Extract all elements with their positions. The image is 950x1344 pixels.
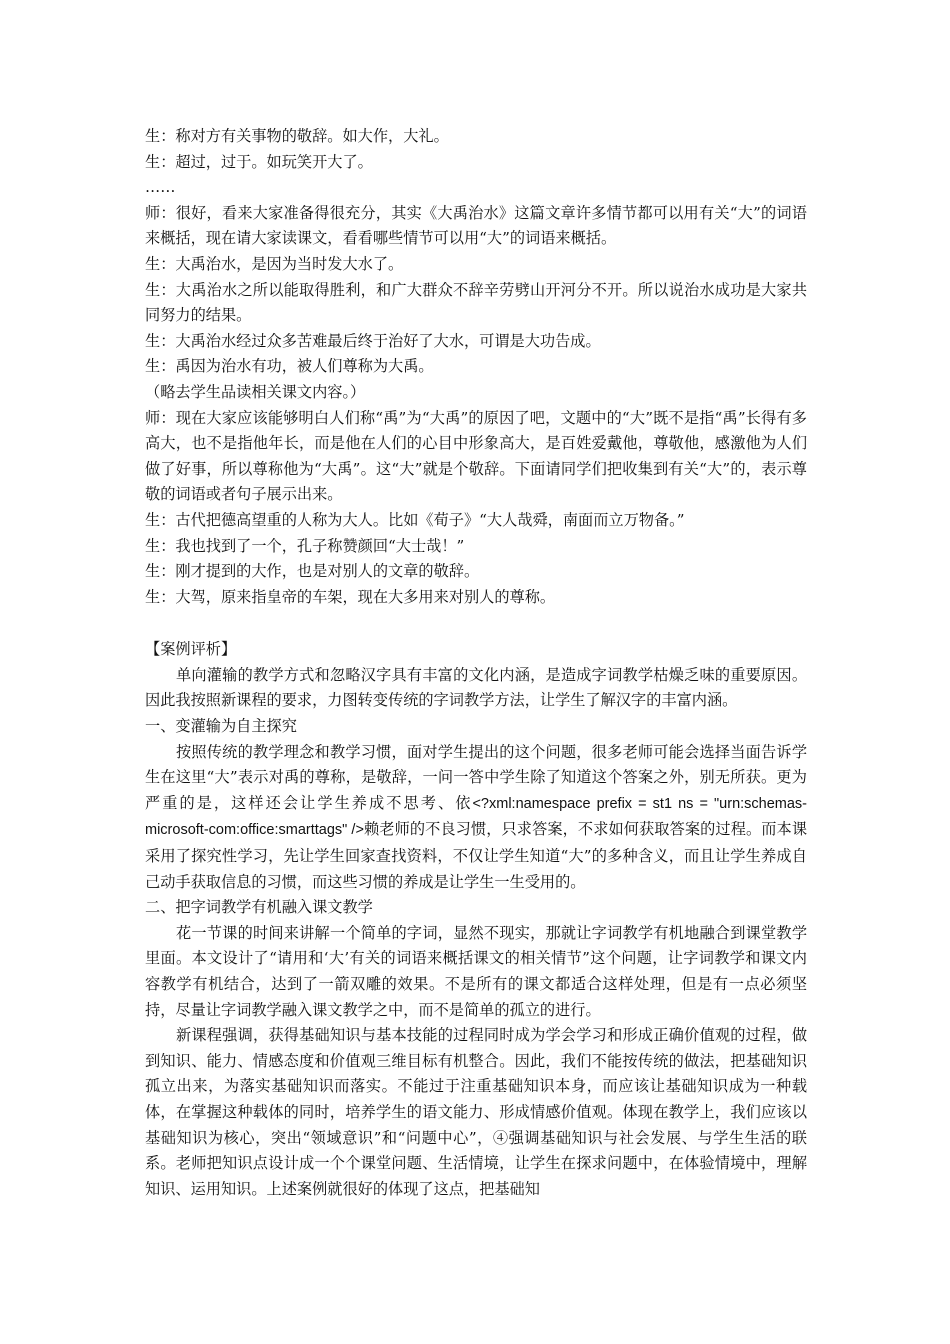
stage-note: （略去学生品读相关课文内容。） bbox=[145, 382, 366, 401]
paragraph-text: 按照传统的教学理念和教学习惯，面对学生提出的这个问题，很多老师可能会选择当面告诉学生在这里“大”表示对禹的尊称，是敬辞，一问一答中学生除了知道这个答案之外，别无所获。更为严重的是，这样还会让学生养成不思考、依 bbox=[145, 742, 807, 812]
analysis-heading: 【案例评析】 bbox=[145, 640, 237, 659]
dialogue-line: 生：禹因为治水有功，被人们尊称为大禹。 bbox=[145, 357, 434, 376]
dialogue-line: 生：称对方有关事物的敬辞。如大作，大礼。 bbox=[145, 127, 449, 145]
dialogue-line: 生：古代把德高望重的人称为大人。比如《荀子》“大人哉舜，南面而立万物备。” bbox=[145, 510, 685, 529]
xml-namespace-text: <?xml:namespace prefix = st1 ns = "urn:schemas-microsoft-com:office:smarttags" /> bbox=[145, 795, 808, 839]
section-paragraph: 新课程强调，获得基础知识与基本技能的过程同时成为学会学习和形成正确价值观的过程，做到知识、能力、情感态度和价值观三维目标有机整合。因此，我们不能按传统的做法，把基础知识孤立出来，为落实基础知识而落实。不能过于注重基础知识本身，而应该让基础知识成为一种载体，在掌握这种载体的同时，培养学生的语文能力、形成情感价值观。体现在教学上，我们应该以基础知识为核心，突出“领域意识”和“问题中心”，④强调基础知识与社会发展、与学生生活的联系。老师把知识点设计成一个个课堂问题、生活情境，让学生在探求问题中，在体验情境中，理解知识、运用知识。上述案例就很好的体现了这点，把基础知 bbox=[145, 1026, 807, 1198]
dialogue-line: 生：大禹治水，是因为当时发大水了。 bbox=[145, 254, 404, 273]
dialogue-line: 师：现在大家应该能够明白人们称“禹”为“大禹”的原因了吧，文题中的“大”既不是指“禹”长得有多高大，也不是指他年长，而是他在人们的心目中形象高大，是百姓爱戴他，尊敬他，感激他为人们做了好事，所以尊称他为“大禹”。这“大”就是个敬辞。下面请同学们把收集到有关“大”的，表示尊敬的词语或者句子展示出来。 bbox=[145, 408, 807, 504]
paragraph-text: 赖老师的不良习惯，只求答案，不求如何获取答案的过程。而本课采用了探究性学习，先让学生回家查找资料，不仅让学生知道“大”的多种含义，而且让学生养成自己动手获取信息的习惯，而这些习惯的养成是让学生一生受用的。 bbox=[145, 820, 808, 891]
dialogue-line: 生：刚才提到的大作，也是对别人的文章的敬辞。 bbox=[145, 562, 480, 581]
dialogue-line: 生：大禹治水之所以能取得胜利，和广大群众不辞辛劳劈山开河分不开。所以说治水成功是大家共同努力的结果。 bbox=[145, 280, 807, 325]
section-paragraph: 花一节课的时间来讲解一个简单的字词，显然不现实，那就让字词教学有机地融合到课堂教学里面。本文设计了“请用和‘大’有关的词语来概括课文的相关情节”这个问题，让字词教学和课文内容教学有机结合，达到了一箭双雕的效果。不是所有的课文都适合这样处理，但是有一点必须坚持，尽量让字词教学融入课文教学之中，而不是简单的孤立的进行。 bbox=[145, 923, 807, 1019]
dialogue-line: 生：我也找到了一个，孔子称赞颜回“大士哉！” bbox=[145, 536, 465, 555]
dialogue-line: 生：超过，过于。如玩笑开大了。 bbox=[145, 152, 373, 171]
section-paragraph bbox=[145, 740, 807, 896]
dialogue-line: 师：很好，看来大家准备得很充分，其实《大禹治水》这篇文章许多情节都可以用有关“大”的词语来概括，现在请大家读课文，看看哪些情节可以用“大”的词语来概括。 bbox=[145, 203, 807, 248]
analysis-intro: 单向灌输的教学方式和忽略汉字具有丰富的文化内涵，是造成字词教学枯燥乏味的重要原因。因此我按照新课程的要求，力图转变传统的字词教学方法，让学生了解汉字的丰富内涵。 bbox=[145, 665, 807, 710]
section-title: 二、把字词教学有机融入课文教学 bbox=[145, 898, 373, 917]
spacer bbox=[145, 610, 807, 637]
section-title: 一、变灌输为自主探究 bbox=[145, 717, 297, 736]
dialogue-line: 生：大驾，原来指皇帝的车架，现在大多用来对别人的尊称。 bbox=[145, 587, 556, 606]
dialogue-line: 生：大禹治水经过众多苦难最后终于治好了大水，可谓是大功告成。 bbox=[145, 331, 601, 350]
document-page bbox=[145, 124, 807, 1202]
ellipsis-line: …… bbox=[145, 178, 176, 197]
